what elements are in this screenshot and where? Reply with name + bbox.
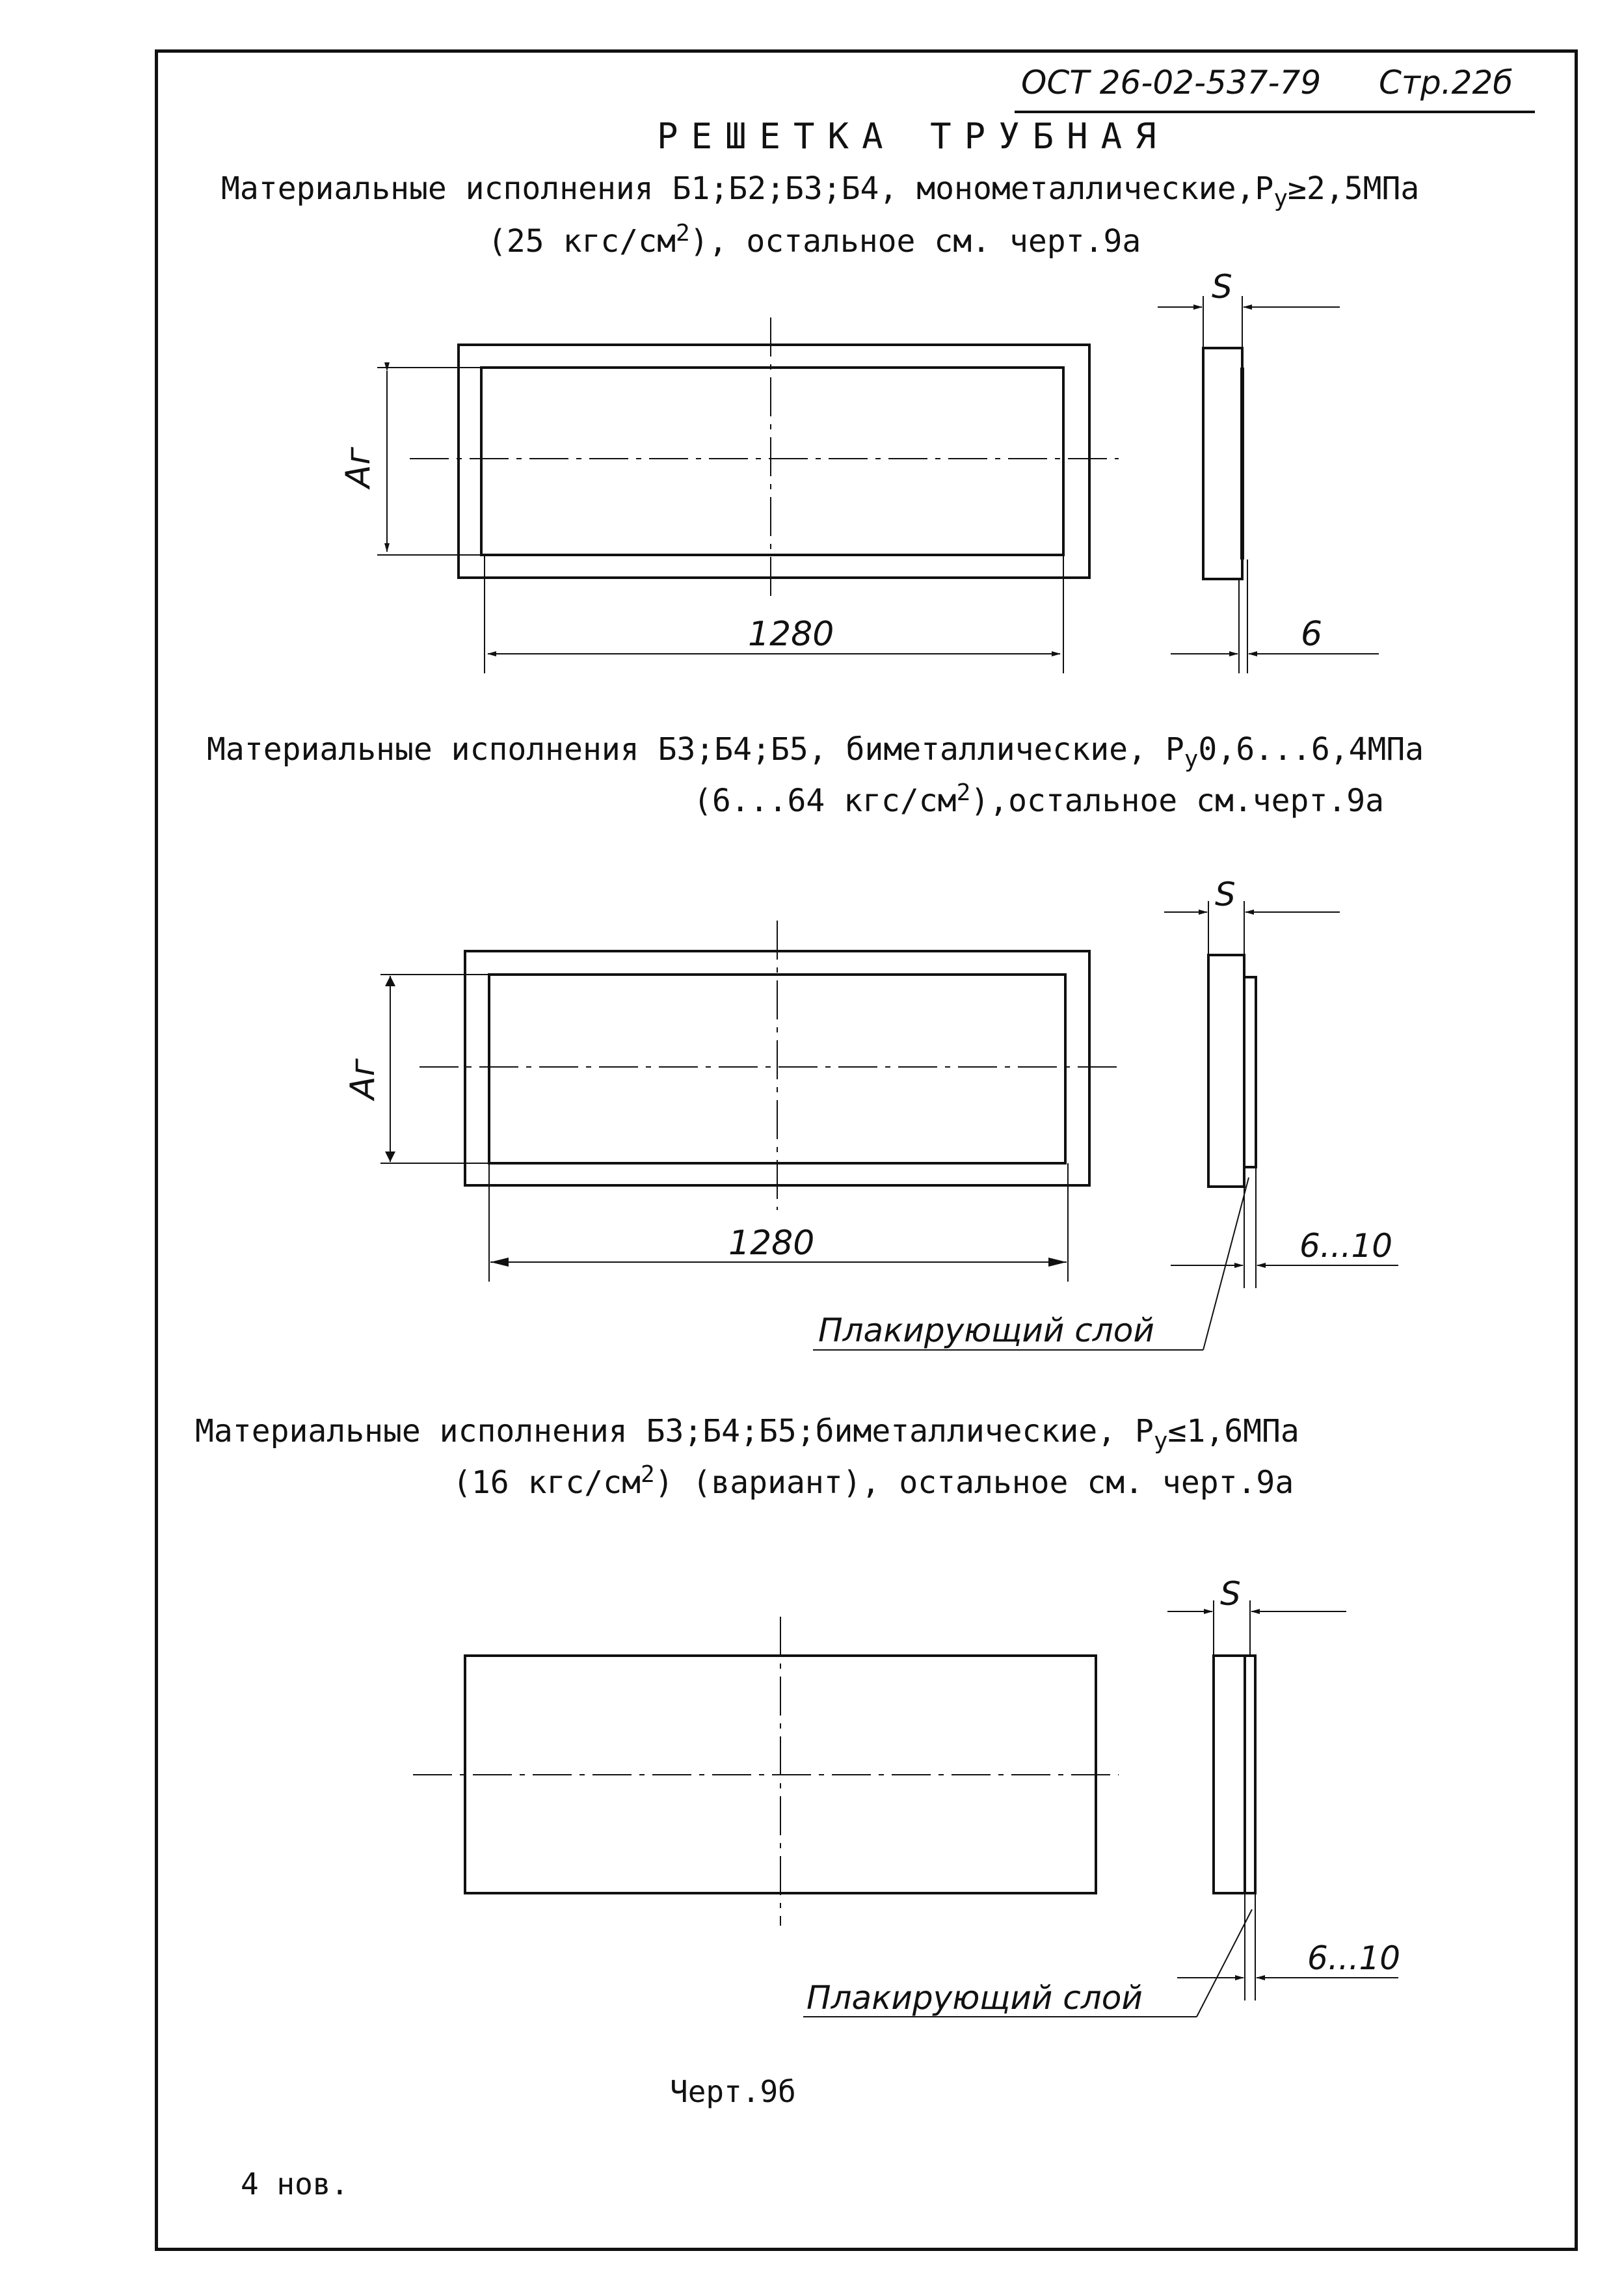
section3-line2-b: ) (вариант), остальное см. черт.9а	[654, 1464, 1294, 1501]
section2-line2-b: ),остальное см.черт.9а	[970, 783, 1385, 819]
figure2-side-plate	[1208, 955, 1244, 1187]
document-title: РЕШЕТКА ТРУБНАЯ	[657, 116, 1169, 157]
section2-pressure-sub: у	[1184, 746, 1199, 773]
section3-line2-a: (16 кгс/см	[453, 1464, 641, 1501]
page-label: Стр.22б	[1379, 64, 1513, 101]
figure2-side-view	[813, 901, 1398, 1350]
figure1-thickness-label: S	[1212, 268, 1232, 306]
figure3-clad-layer-label: Плакирующий слой	[806, 1979, 1143, 2017]
section2-line2-sup: 2	[956, 779, 971, 806]
section3-line2-sup: 2	[640, 1461, 655, 1488]
section3-pressure-sub: у	[1153, 1427, 1168, 1455]
figure2-leader-line	[1203, 1178, 1249, 1350]
figure3-thickness-label: S	[1220, 1575, 1241, 1613]
figure3-leader-line	[1197, 1909, 1252, 2017]
section2-pressure-symbol: Р	[1165, 731, 1184, 768]
figure2-width-label: 1280	[728, 1224, 815, 1263]
revision-note: 4 нов.	[241, 2166, 349, 2202]
figure3-clad-layer	[1245, 1656, 1255, 1893]
section1-line2-a: (25 кгс/см	[488, 223, 676, 260]
figure1-height-label: Аг	[339, 447, 378, 488]
section3-pressure-value: ≤1,6МПа	[1167, 1413, 1299, 1449]
figure1-side-view	[1158, 296, 1379, 673]
section1-materials: Материальные исполнения Б1;Б2;Б3;Б4, монометаллические,	[221, 170, 1255, 207]
section1-line2-sup: 2	[675, 220, 690, 247]
figure1-side-plate	[1203, 348, 1242, 579]
section1-line2-b: ), остальное см. черт.9а	[689, 223, 1141, 260]
figure3-side-plate	[1214, 1656, 1245, 1893]
section2-pressure-value: 0,6...6,4МПа	[1198, 731, 1424, 768]
section1-pressure-value: ≥2,5МПа	[1288, 170, 1420, 207]
section3-pressure-symbol: Р	[1134, 1413, 1154, 1449]
figure3-plan-view	[413, 1617, 1119, 1926]
figure1-inner-area	[481, 368, 1063, 555]
figure1-clad-thickness: 6	[1301, 615, 1323, 654]
figure2-clad-layer-label: Плакирующий слой	[818, 1312, 1154, 1349]
drawing-caption: Черт.9б	[670, 2074, 796, 2109]
section1-pressure-symbol: Р	[1255, 170, 1274, 207]
figure2-clad-layer	[1244, 977, 1256, 1167]
figure2-height-label: Аг	[343, 1058, 382, 1099]
figure3-clad-thickness: 6...10	[1307, 1939, 1401, 1977]
section3-materials: Материальные исполнения Б3;Б4;Б5;биметаллические,	[195, 1413, 1117, 1449]
figure2-thickness-label: S	[1215, 876, 1236, 913]
section1-pressure-sub: у	[1273, 185, 1288, 212]
figure2-clad-thickness: 6...10	[1299, 1227, 1393, 1265]
standard-code: ОСТ 26-02-537-79	[1021, 64, 1322, 101]
figure1-outer-plate	[459, 345, 1089, 578]
section2-materials: Материальные исполнения Б3;Б4;Б5, биметаллические,	[207, 731, 1147, 768]
section2-line2-a: (6...64 кгс/см	[693, 783, 957, 819]
figure1-width-label: 1280	[748, 615, 834, 654]
